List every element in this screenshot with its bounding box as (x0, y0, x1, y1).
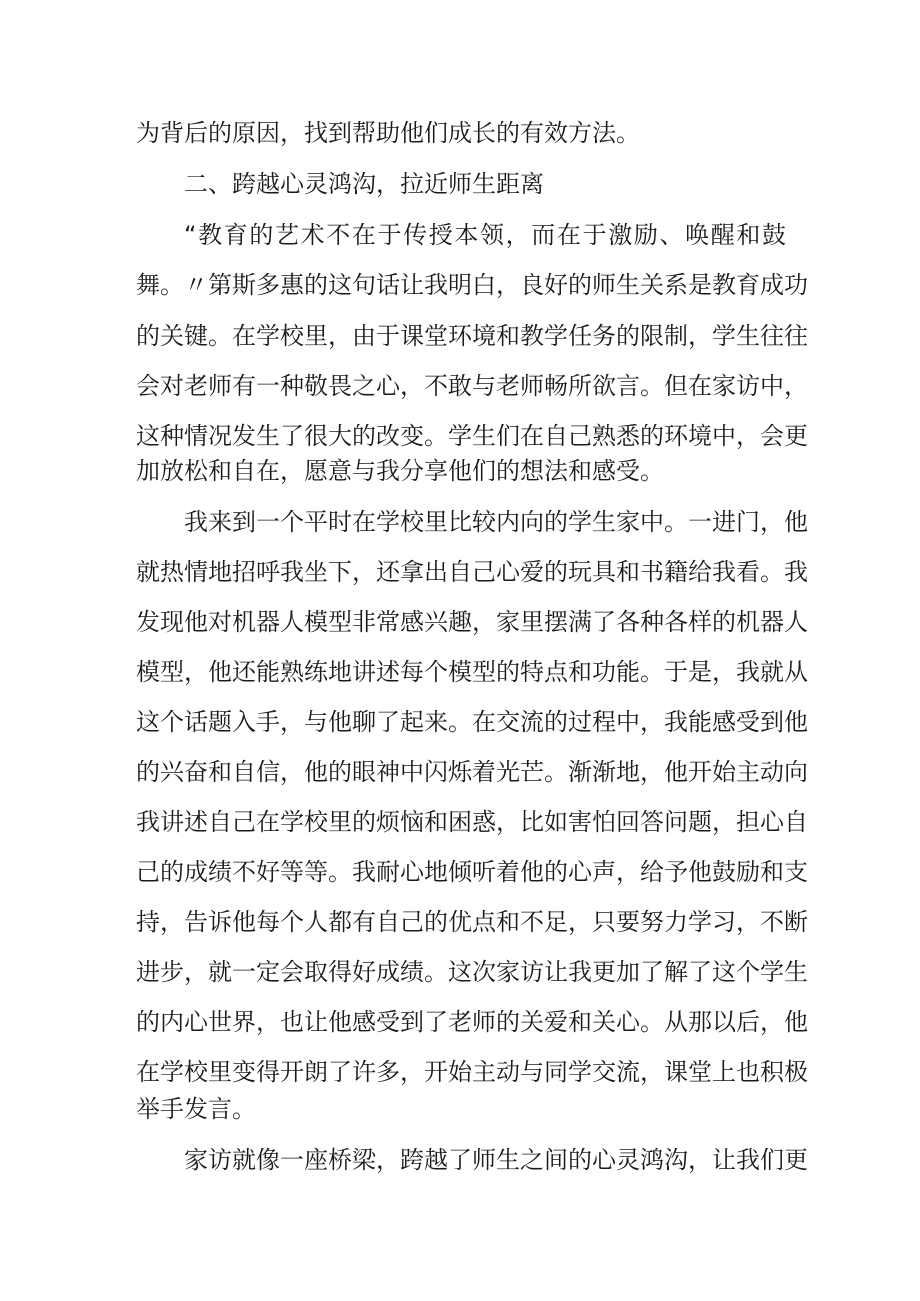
paragraph-line: 在学校里变得开朗了许多，开始主动与同学交流，课堂上也积极 (136, 1058, 808, 1086)
paragraph-line: 进步，就一定会取得好成绩。这次家访让我更加了解了这个学生 (136, 958, 808, 986)
paragraph-line: 我来到一个平时在学校里比较内向的学生家中。一进门，他 (184, 508, 808, 536)
paragraph-line: 己的成绩不好等等。我耐心地倾听着他的心声，给予他鼓励和支 (136, 858, 808, 886)
paragraph-line: 舞。〃第斯多惠的这句话让我明白，良好的师生关系是教育成功 (136, 271, 808, 299)
paragraph-line: 的兴奋和自信，他的眼神中闪烁着光芒。渐渐地，他开始主动向 (136, 758, 808, 786)
paragraph-line-continuation: 为背后的原因，找到帮助他们成长的有效方法。 (136, 119, 640, 147)
paragraph-line: 我讲述自己在学校里的烦恼和困惑，比如害怕回答问题，担心自 (136, 808, 808, 836)
paragraph-line: 家访就像一座桥梁，跨越了师生之间的心灵鸿沟，让我们更 (184, 1146, 808, 1174)
paragraph-line: 发现他对机器人模型非常感兴趣，家里摆满了各种各样的机器人 (136, 608, 808, 636)
section-heading: 二、跨越心灵鸿沟，拉近师生距离 (184, 170, 544, 198)
paragraph-line: 举手发言。 (136, 1095, 256, 1123)
paragraph-line: 会对老师有一种敬畏之心，不敢与老师畅所欲言。但在家访中， (136, 372, 808, 400)
paragraph-line: 就热情地招呼我坐下，还拿出自己心爱的玩具和书籍给我看。我 (136, 558, 808, 586)
paragraph-line: 加放松和自在，愿意与我分享他们的想法和感受。 (136, 457, 664, 485)
paragraph-line: “教育的艺术不在于传授本领，而在于激励、唤醒和鼓 (184, 221, 786, 249)
paragraph-line: 持，告诉他每个人都有自己的优点和不足，只要努力学习，不断 (136, 908, 808, 936)
paragraph-line: 这种情况发生了很大的改变。学生们在自己熟悉的环境中，会更 (136, 422, 808, 450)
paragraph-line: 模型，他还能熟练地讲述每个模型的特点和功能。于是，我就从 (136, 658, 808, 686)
paragraph-line: 的内心世界，也让他感受到了老师的关爱和关心。从那以后，他 (136, 1008, 808, 1036)
paragraph-line: 这个话题入手，与他聊了起来。在交流的过程中，我能感受到他 (136, 708, 808, 736)
paragraph-line: 的关键。在学校里，由于课堂环境和教学任务的限制，学生往往 (136, 322, 808, 350)
